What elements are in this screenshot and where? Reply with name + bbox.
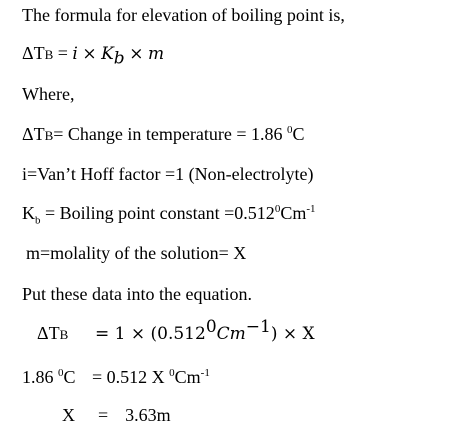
eq2-rhs-unit: Cm [174, 367, 201, 387]
def-vant-hoff-text: i=Van’t Hoff factor =1 (Non-electrolyte) [22, 164, 314, 184]
eq1-rhs-post: ) × X [270, 324, 315, 344]
where-text: Where, [22, 84, 75, 104]
def-molality [26, 242, 246, 264]
def-delta-t-sub: B [44, 128, 54, 143]
formula-k-sub: b [113, 48, 125, 69]
put-data-text [22, 283, 252, 305]
def-delta-t-symbol: ΔT [22, 124, 45, 144]
eq3-rhs: 3.63m [125, 405, 171, 425]
formula-equals: = [57, 43, 68, 63]
formula-delta-t: ΔT [22, 43, 45, 63]
eq3-lhs: X [62, 405, 75, 425]
eq2-rhs-exp: -1 [200, 367, 210, 379]
def-kb-sub: b [35, 214, 41, 227]
def-kb-exp: -1 [306, 203, 316, 215]
eq1-exp: −1 [245, 317, 271, 337]
put-data-sentence: Put these data into the equation. [22, 284, 252, 304]
intro-sentence: The formula for elevation of boiling point is, [22, 5, 345, 25]
equation-step-3 [62, 404, 171, 426]
eq1-unit: Cm [216, 324, 246, 344]
equation-step-2 [22, 366, 210, 388]
eq1-rhs-pre: = 1 × (0.512 [95, 324, 206, 344]
def-delta-t-text: = Change in temperature = 1.86 [53, 124, 287, 144]
eq1-degree: 0 [205, 317, 217, 337]
eq1-delta-t-sub: B [59, 327, 69, 342]
def-kb-degree: 0 [274, 203, 281, 215]
boiling-point-formula [22, 42, 165, 69]
def-kb [22, 202, 316, 227]
eq2-rhs-pre: = 0.512 X [92, 367, 170, 387]
eq2-lhs [22, 366, 92, 388]
eq2-lhs-degree: 0 [58, 367, 64, 379]
eq2-rhs-degree: 0 [169, 367, 175, 379]
eq3-equals: = [98, 405, 109, 425]
eq1-delta-t: ΔT [37, 323, 60, 343]
def-vant-hoff [22, 163, 314, 185]
formula-times-2: × [129, 44, 144, 64]
def-kb-text: = Boiling point constant =0.512 [40, 203, 275, 223]
formula-delta-t-sub: B [44, 47, 54, 62]
def-molality-text: m=molality of the solution= X [26, 243, 247, 263]
eq2-lhs-value: 1.86 [22, 367, 58, 387]
formula-i: i [72, 44, 78, 64]
equation-step-1 [37, 317, 315, 346]
where-label [22, 83, 74, 105]
def-kb-unit: Cm [280, 203, 307, 223]
def-delta-t-degree: 0 [287, 124, 293, 136]
formula-times-1: × [82, 44, 97, 64]
eq1-lhs [37, 322, 95, 346]
def-delta-t-unit: C [292, 124, 305, 144]
def-kb-symbol: K [22, 203, 35, 223]
eq2-lhs-unit: C [63, 367, 76, 387]
def-delta-t [22, 123, 305, 147]
formula-k: K [101, 44, 114, 64]
intro-text [22, 4, 345, 26]
formula-m: m [147, 44, 165, 64]
